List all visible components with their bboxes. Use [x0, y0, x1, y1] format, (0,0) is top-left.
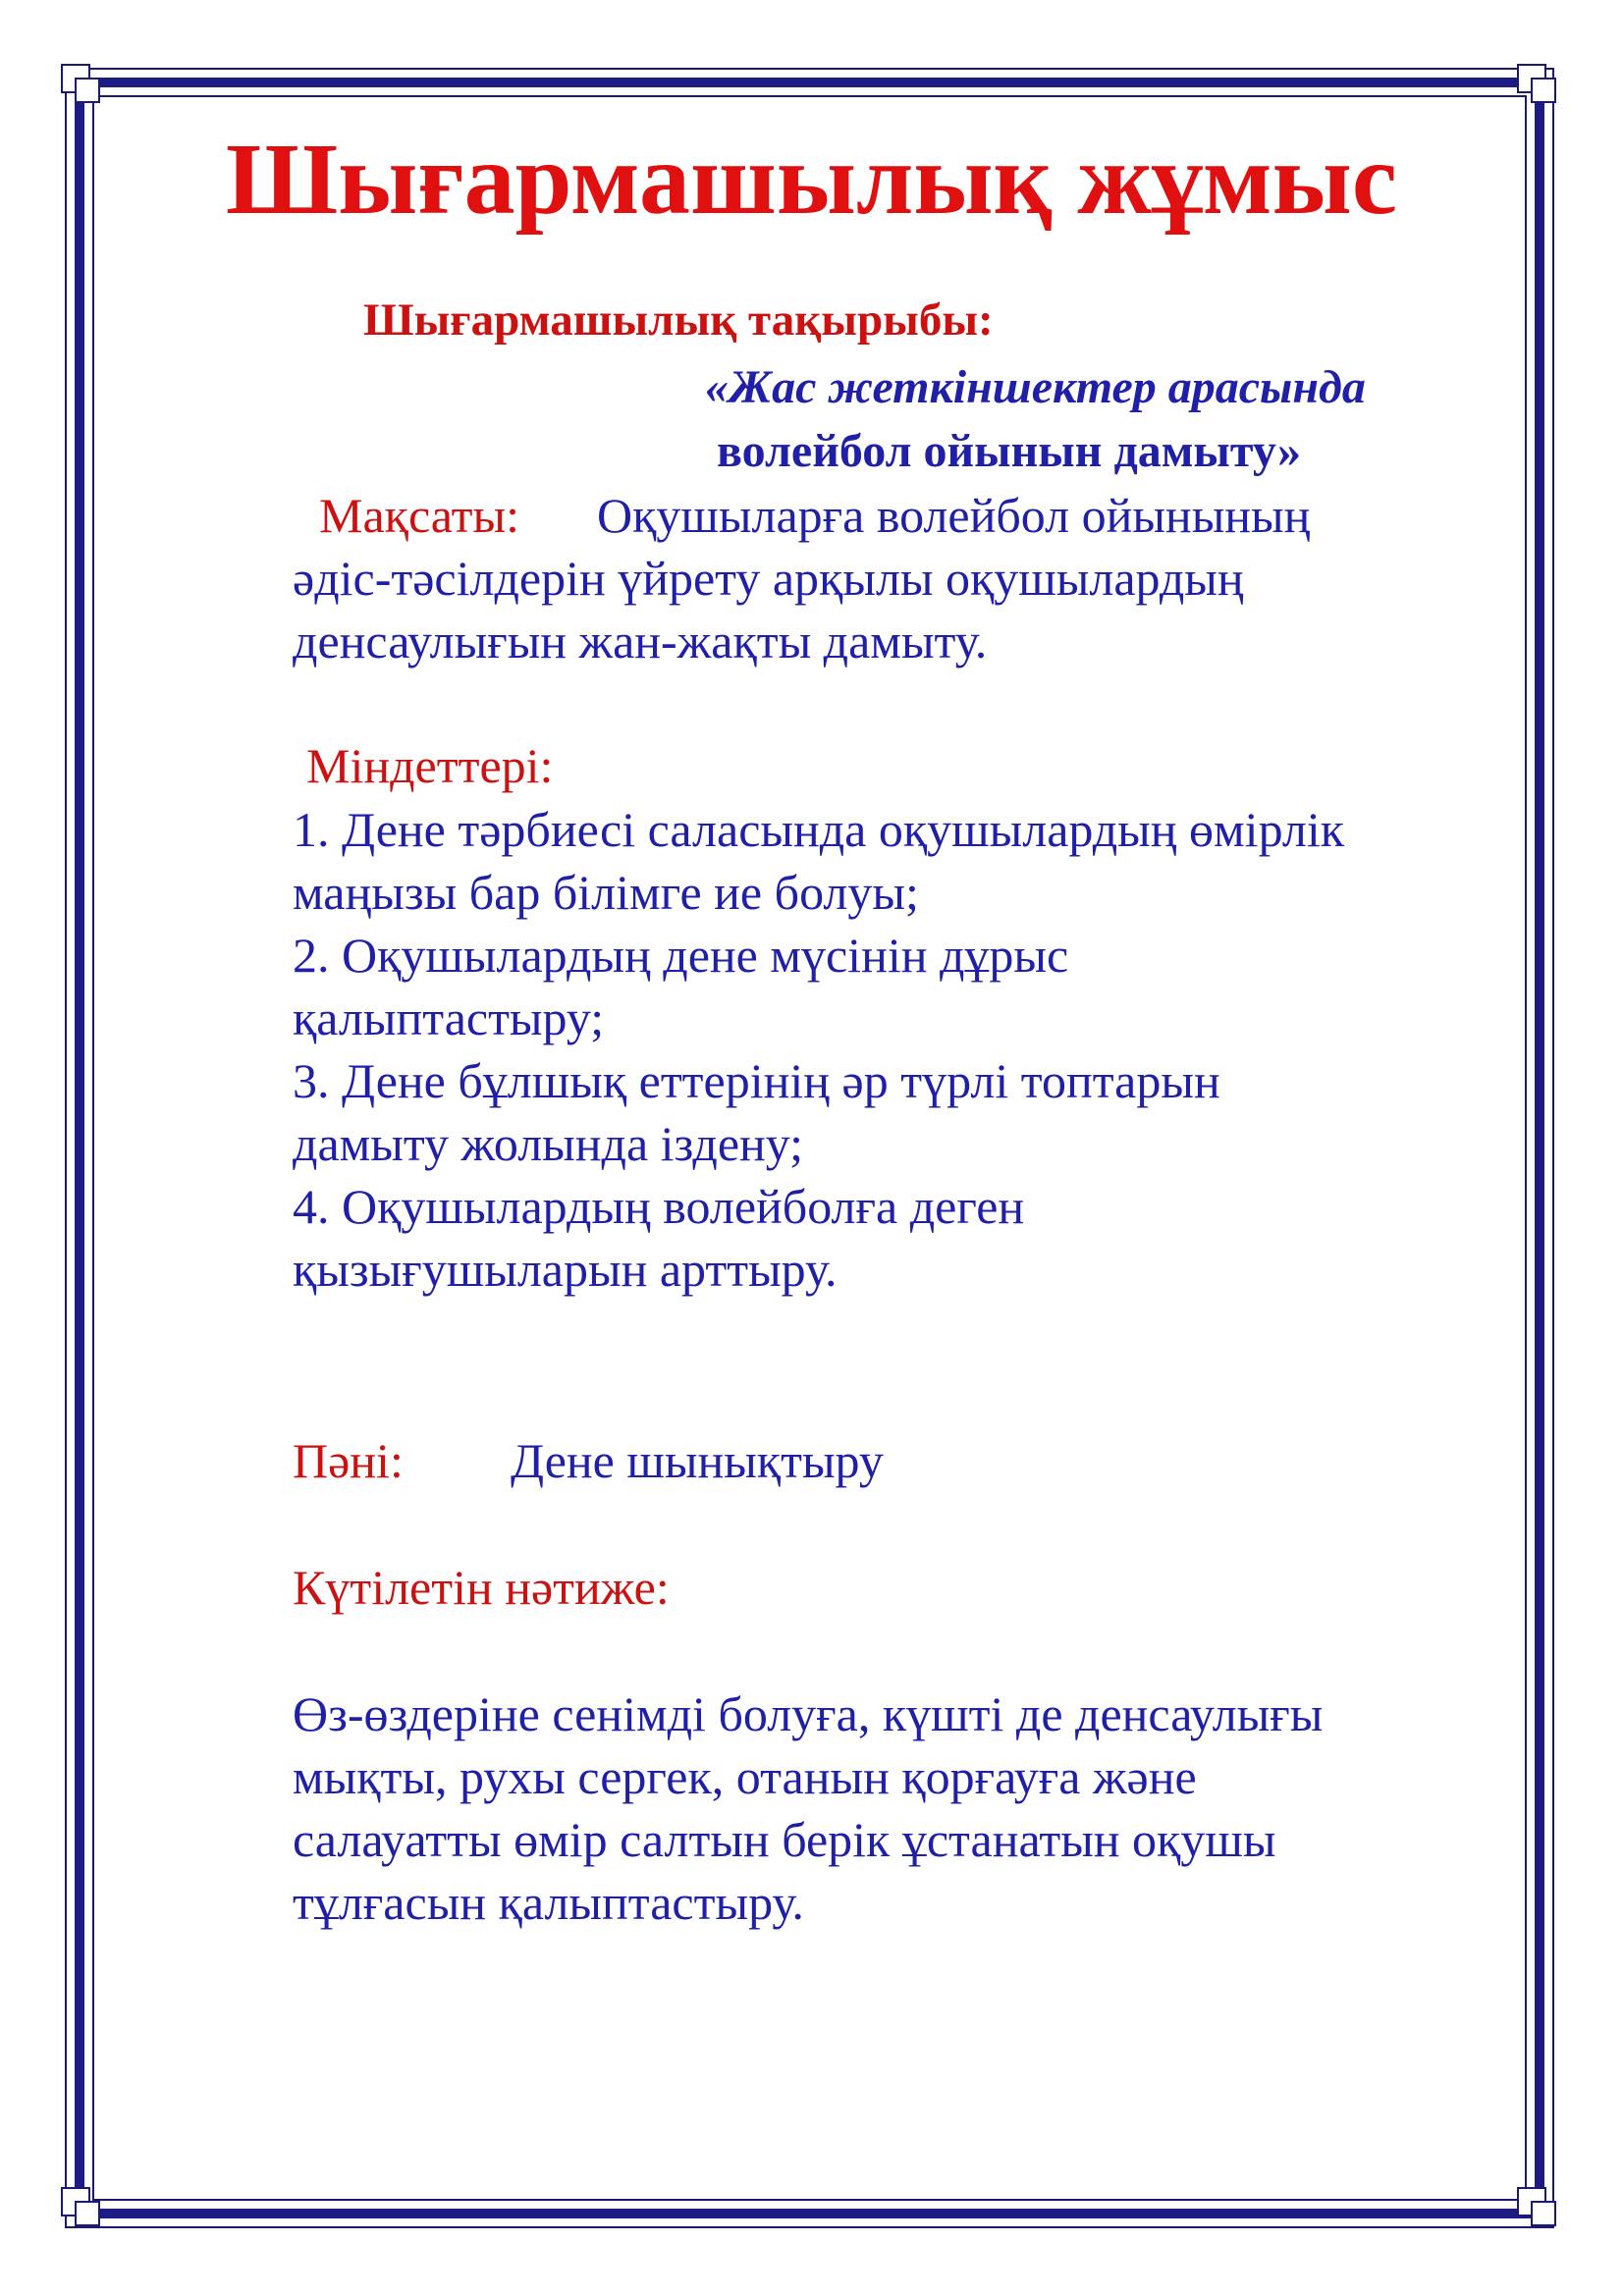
result-line-1: Өз-өздеріне сенімді болуға, күшті де денсаулығы [293, 1686, 1324, 1741]
tasks-line-8: қызығушыларын арттыру. [293, 1242, 838, 1297]
result-label: Күтілетін нәтиже: [293, 1560, 670, 1615]
frame-corner-top-left [61, 64, 106, 109]
tasks-line-3: 2. Оқушылардың дене мүсінін дұрыс [293, 928, 1069, 983]
goal-line-1: Оқушыларға волейбол ойынының [597, 488, 1311, 543]
result-line-3: салауатты өмір салтын берік ұстанатын оқушы [293, 1812, 1276, 1867]
subject-value: Дене шынықтыру [511, 1433, 884, 1488]
frame-corner-top-right [1517, 64, 1562, 109]
page-title: Шығармашылық жұмыс [225, 123, 1398, 236]
topic-line-1: «Жас жеткіншектер арасында [705, 361, 1366, 413]
goal-line-2: әдіс-тәсілдерін үйрету арқылы оқушылардың [293, 551, 1244, 606]
result-line-4: тұлғасын қалыптастыру. [293, 1875, 804, 1930]
goal-label: Мақсаты: [319, 488, 519, 543]
tasks-line-7: 4. Оқушылардың волейболға деген [293, 1179, 1025, 1234]
frame-corner-bottom-right [1517, 2187, 1562, 2232]
subject-label: Пәні: [293, 1433, 404, 1488]
goal-line-3: денсаулығын жан-жақты дамыту. [293, 614, 988, 668]
frame-corner-bottom-left [61, 2187, 106, 2232]
tasks-line-1: 1. Дене тәрбиесі саласында оқушылардың өмірлік [293, 802, 1345, 857]
tasks-line-4: қалыптастыру; [293, 990, 605, 1045]
topic-line-2: волейбол ойынын дамыту» [717, 425, 1302, 477]
tasks-label: Міндеттері: [306, 738, 554, 793]
tasks-line-5: 3. Дене бұлшық еттерінің әр түрлі топтарын [293, 1053, 1220, 1108]
topic-label: Шығармашылық тақырыбы: [363, 294, 994, 346]
tasks-line-2: маңызы бар білімге ие болуы; [293, 865, 919, 920]
tasks-line-6: дамыту жолында іздену; [293, 1116, 803, 1171]
result-line-2: мықты, рухы сергек, отанын қорғауға және [293, 1749, 1197, 1804]
